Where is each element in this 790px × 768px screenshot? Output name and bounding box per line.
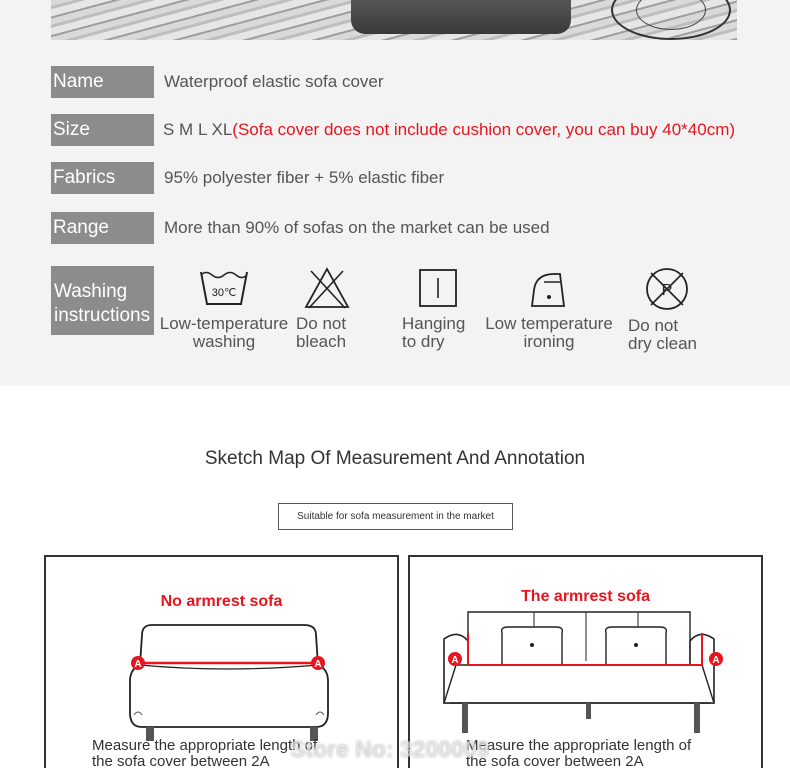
washing-instructions-label: Washing instructions	[51, 266, 154, 335]
panel-title: The armrest sofa	[521, 588, 650, 605]
sketch-title: Sketch Map Of Measurement And Annotation	[204, 448, 586, 469]
spec-row-fabrics	[51, 162, 444, 194]
svg-text:A: A	[314, 659, 322, 670]
care-no-dry-clean: P Do not dry clean	[622, 266, 712, 353]
spec-label: Fabrics	[51, 162, 154, 194]
sofa-cushion-shape	[351, 0, 571, 34]
panel-title: No armrest sofa	[160, 593, 283, 610]
store-watermark: Store No: 3200009	[290, 736, 490, 762]
svg-text:A: A	[134, 659, 142, 670]
wash-tub-30-icon	[198, 266, 250, 310]
spec-row-size	[51, 114, 735, 146]
svg-text:P: P	[661, 282, 673, 299]
spec-row-range	[51, 212, 550, 244]
suitable-note: Suitable for sofa measurement in the market	[278, 503, 513, 530]
hang-dry-icon	[416, 266, 460, 310]
care-hang-dry: Hanging to dry	[402, 266, 474, 351]
svg-text:30℃: 30℃	[211, 287, 237, 299]
spec-row-name	[51, 66, 384, 98]
svg-text:A: A	[712, 655, 720, 666]
spec-value: S M L XL(Sofa cover does not include cushion cover, you can buy 40*40cm)	[163, 120, 736, 139]
no-bleach-icon	[303, 266, 351, 310]
spec-value: More than 90% of sofas on the market can be used	[164, 218, 550, 237]
spec-value: 95% polyester fiber + 5% elastic fiber	[164, 168, 445, 187]
iron-low-icon	[526, 266, 572, 310]
no-dry-clean-icon	[644, 266, 690, 312]
spec-value: Waterproof elastic sofa cover	[164, 72, 384, 91]
spec-label: Range	[51, 212, 154, 244]
armrest-sofa-illustration	[410, 609, 765, 749]
care-no-bleach: Do not bleach	[296, 266, 358, 351]
care-low-temp-washing: 30℃ Low-temperature washing	[155, 266, 293, 351]
size-note: (Sofa cover does not include cushion cover, you can buy 40*40cm)	[232, 120, 736, 139]
no-armrest-sofa-illustration	[46, 617, 401, 747]
spec-label: Size	[51, 114, 154, 146]
panel-description: Measure the appropriate length of the sofa cover between 2A	[92, 737, 318, 768]
product-photo-strip	[51, 0, 737, 40]
panel-description: Measure the appropriate length of the sofa cover between 2A	[466, 737, 692, 768]
spec-label: Name	[51, 66, 154, 98]
care-low-temp-ironing: Low temperature ironing	[480, 266, 618, 351]
svg-text:A: A	[451, 655, 459, 666]
